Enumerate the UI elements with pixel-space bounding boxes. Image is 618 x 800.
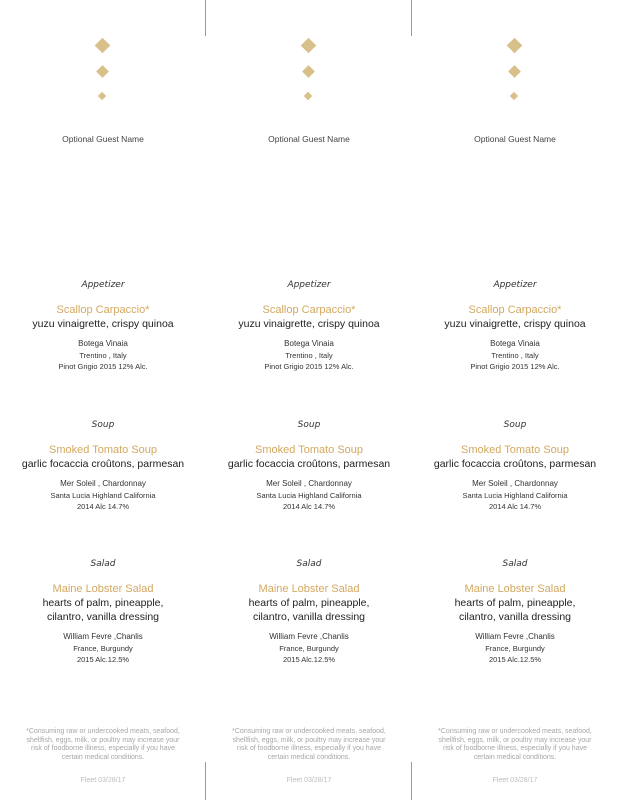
dish-description: yuzu vinaigrette, crispy quinoa	[238, 318, 380, 330]
disclaimer-text: *Consuming raw or undercooked meats, seafood, shellfish, eggs, milk, or poultry may increase your risk of foodborne illness, especially if you have certain medical conditions.	[232, 728, 386, 761]
course-title: Appetizer	[287, 280, 331, 290]
dish-description: hearts of palm, pineapple, cilantro, vanilla dressing	[42, 597, 164, 623]
wine-vintage: 2015 Alc.12.5%	[282, 655, 336, 664]
wine-producer: Mer Soleil , Chardonnay	[266, 479, 352, 488]
wine-producer: Mer Soleil , Chardonnay	[472, 479, 558, 488]
course-appetizer	[412, 280, 618, 373]
wine-producer: William Fevre ,Chanlis	[475, 632, 555, 641]
course-appetizer	[206, 280, 412, 373]
dish-name: Scallop Carpaccio*	[262, 304, 356, 316]
course-title: Soup	[91, 420, 115, 430]
diamond-ornament-medium	[302, 65, 315, 78]
dish-name: Maine Lobster Salad	[464, 583, 566, 595]
diamond-ornament-small	[510, 92, 518, 100]
wine-vintage: 2015 Alc.12.5%	[488, 655, 542, 664]
guest-name: Optional Guest Name	[62, 134, 144, 144]
wine-vintage: 2014 Alc 14.7%	[282, 502, 336, 511]
wine-producer: Botega Vinaia	[284, 339, 334, 348]
wine-pairing	[0, 338, 206, 373]
menu-card	[0, 0, 206, 800]
wine-region: Trentino , Italy	[285, 350, 333, 360]
wine-pairing	[412, 631, 618, 666]
diamond-ornament-small	[98, 92, 106, 100]
dish-name: Scallop Carpaccio*	[56, 304, 150, 316]
dish-name: Maine Lobster Salad	[52, 583, 154, 595]
dish-description: yuzu vinaigrette, crispy quinoa	[32, 318, 174, 330]
wine-region: Trentino , Italy	[491, 350, 539, 360]
dish-description: hearts of palm, pineapple, cilantro, vanilla dressing	[248, 597, 370, 623]
dish-name: Scallop Carpaccio*	[468, 304, 562, 316]
course-title: Salad	[296, 559, 322, 569]
course-soup	[206, 420, 412, 513]
course-salad	[412, 559, 618, 666]
wine-vintage: 2014 Alc 14.7%	[488, 502, 542, 511]
wine-pairing	[0, 478, 206, 513]
disclaimer-text: *Consuming raw or undercooked meats, seafood, shellfish, eggs, milk, or poultry may increase your risk of foodborne illness, especially if you have certain medical conditions.	[438, 728, 592, 761]
course-title: Appetizer	[81, 280, 125, 290]
course-title: Appetizer	[493, 280, 537, 290]
diamond-ornament-large	[507, 38, 523, 54]
footer-date: Fleet 03/28/17	[286, 777, 332, 784]
diamond-ornament-medium	[508, 65, 521, 78]
wine-pairing	[412, 478, 618, 513]
wine-region: Trentino , Italy	[79, 350, 127, 360]
dish-name: Smoked Tomato Soup	[48, 444, 158, 456]
wine-vintage: 2015 Alc.12.5%	[76, 655, 130, 664]
wine-pairing	[206, 338, 412, 373]
wine-region: France, Burgundy	[279, 643, 339, 653]
dish-name: Maine Lobster Salad	[258, 583, 360, 595]
footer-date: Fleet 03/28/17	[492, 777, 538, 784]
guest-name: Optional Guest Name	[474, 134, 556, 144]
wine-producer: William Fevre ,Chanlis	[269, 632, 349, 641]
wine-pairing	[0, 631, 206, 666]
diamond-ornament-medium	[96, 65, 109, 78]
diamond-ornament-small	[304, 92, 312, 100]
course-title: Salad	[502, 559, 528, 569]
menu-card	[412, 0, 618, 800]
wine-region: Santa Lucia Highland California	[462, 490, 568, 500]
footer-date: Fleet 03/28/17	[80, 777, 126, 784]
wine-region: France, Burgundy	[485, 643, 545, 653]
wine-producer: William Fevre ,Chanlis	[63, 632, 143, 641]
dish-name: Smoked Tomato Soup	[460, 444, 570, 456]
course-appetizer	[0, 280, 206, 373]
dish-description: garlic focaccia croûtons, parmesan	[433, 458, 597, 470]
course-soup	[412, 420, 618, 513]
dish-description: garlic focaccia croûtons, parmesan	[21, 458, 185, 470]
disclaimer-text: *Consuming raw or undercooked meats, seafood, shellfish, eggs, milk, or poultry may increase your risk of foodborne illness, especially if you have certain medical conditions.	[26, 728, 180, 761]
course-salad	[0, 559, 206, 666]
dish-description: garlic focaccia croûtons, parmesan	[227, 458, 391, 470]
wine-region: France, Burgundy	[73, 643, 133, 653]
wine-pairing	[412, 338, 618, 373]
dish-name: Smoked Tomato Soup	[254, 444, 364, 456]
course-title: Soup	[297, 420, 321, 430]
guest-name: Optional Guest Name	[268, 134, 350, 144]
course-salad	[206, 559, 412, 666]
wine-region: Santa Lucia Highland California	[50, 490, 156, 500]
wine-region: Santa Lucia Highland California	[256, 490, 362, 500]
wine-pairing	[206, 631, 412, 666]
wine-producer: Botega Vinaia	[78, 339, 128, 348]
wine-producer: Botega Vinaia	[490, 339, 540, 348]
course-soup	[0, 420, 206, 513]
dish-description: yuzu vinaigrette, crispy quinoa	[444, 318, 586, 330]
wine-vintage: Pinot Grigio 2015 12% Alc.	[58, 362, 148, 371]
wine-pairing	[206, 478, 412, 513]
dish-description: hearts of palm, pineapple, cilantro, vanilla dressing	[454, 597, 576, 623]
wine-vintage: 2014 Alc 14.7%	[76, 502, 130, 511]
diamond-ornament-large	[95, 38, 111, 54]
wine-vintage: Pinot Grigio 2015 12% Alc.	[470, 362, 560, 371]
diamond-ornament-large	[301, 38, 317, 54]
course-title: Soup	[503, 420, 527, 430]
wine-vintage: Pinot Grigio 2015 12% Alc.	[264, 362, 354, 371]
course-title: Salad	[90, 559, 116, 569]
wine-producer: Mer Soleil , Chardonnay	[60, 479, 146, 488]
menu-card	[206, 0, 412, 800]
